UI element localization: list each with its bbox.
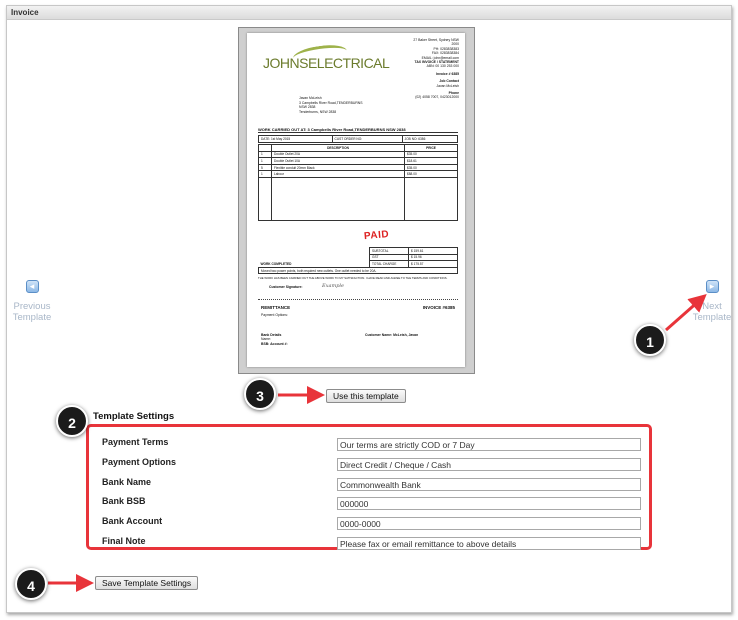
bank-name-label: Bank Name (102, 477, 152, 487)
next-template-button[interactable]: ▸ Next Template (692, 281, 732, 323)
company-address: 27 Baker Street, Sydney NSW 2000 PH: 0283838383 FAX: 0283838384 EMAIL: john@email.com TAX INVOICE / STATEMENT ABN: 00 130 253 000 Invoice # 6385 Job Contact Javan McLeish Phone (02) 4058 7007, 0423012000 (413, 38, 459, 100)
arrow-right-icon: ▸ (706, 280, 719, 293)
work-location: WORK CARRIED OUT AT: 3 Campbells River Road,TENDERBURNS NSW 2838 (258, 127, 458, 133)
job-info-table: DATE: 1st May 2015 CUST ORDER NO: JOB NO: 6386 (258, 135, 458, 143)
callout-badge-2: 2 (56, 405, 88, 437)
callout-badge-3: 3 (244, 378, 276, 410)
table-row: 5 Flexible conduit 20mm Black $35.00 (259, 164, 458, 171)
template-settings-heading: Template Settings (93, 411, 175, 422)
payment-terms-label: Payment Terms (102, 437, 169, 447)
customer-address: Javan McLeish 3 Campbells River Road,TENDERBURNS NSW 2838 Tenderburns, NSW 2838 (299, 96, 363, 114)
previous-template-button[interactable]: ◂ Previous Template (12, 281, 52, 323)
save-template-settings-button[interactable]: Save Template Settings (95, 576, 198, 590)
table-row: 1 Double Outlet 10A $18.61 (259, 158, 458, 165)
remittance-heading: REMITTANCE (261, 305, 291, 310)
arrow-left-icon: ◂ (26, 280, 39, 293)
signature-label: Customer Signature: (269, 285, 303, 289)
company-logo: JOHNSELECTRICAL (263, 55, 389, 71)
window-title: Invoice (7, 6, 731, 20)
remittance-invoice-number: INVOICE #6385 (422, 305, 455, 310)
final-note-label: Final Note (102, 536, 146, 546)
signature-image: Example (322, 283, 344, 289)
totals-table: SUBTOTAL $ 159.61 GST $ 15.96 WORK COMPLETED TOTAL CHARGE $ 175.57 Moved two power points, both required new outlets. One outlet needed to be 20A. (258, 247, 458, 274)
payment-options-label: Payment Options: (261, 313, 288, 317)
bank-account-label: Bank Account (102, 516, 163, 526)
line-items-table: DESCRIPTION PRICE 1 Double Outlet 20A $35.00 1 Double Outlet 10A $18.61 5 Flexible conduit 20mm Black $35.00 1 Labour $88.00 (258, 144, 458, 221)
payment-options-label: Payment Options (102, 457, 177, 467)
table-row: 1 Labour $88.00 (259, 171, 458, 178)
bank-details: Bank Details Name: BSB: Account #: (261, 333, 288, 346)
callout-badge-4: 4 (15, 568, 47, 600)
table-row: 1 Double Outlet 20A $35.00 (259, 151, 458, 158)
authorization-text: THE WORK HAS BEEN CARRIED OUT THE ABOVE WORK TO MY SATISFACTION. I HAVE READ AND AGREE TO THE TERMS AND CONDITIONS. (258, 276, 448, 280)
paid-stamp: PAID (363, 228, 390, 243)
bank-bsb-label: Bank BSB (102, 496, 146, 506)
callout-arrow-1 (666, 300, 700, 330)
use-template-button[interactable]: Use this template (326, 389, 406, 403)
callout-badge-1: 1 (634, 324, 666, 356)
customer-name-line: Customer Name: McLeish, Javan (365, 333, 419, 337)
